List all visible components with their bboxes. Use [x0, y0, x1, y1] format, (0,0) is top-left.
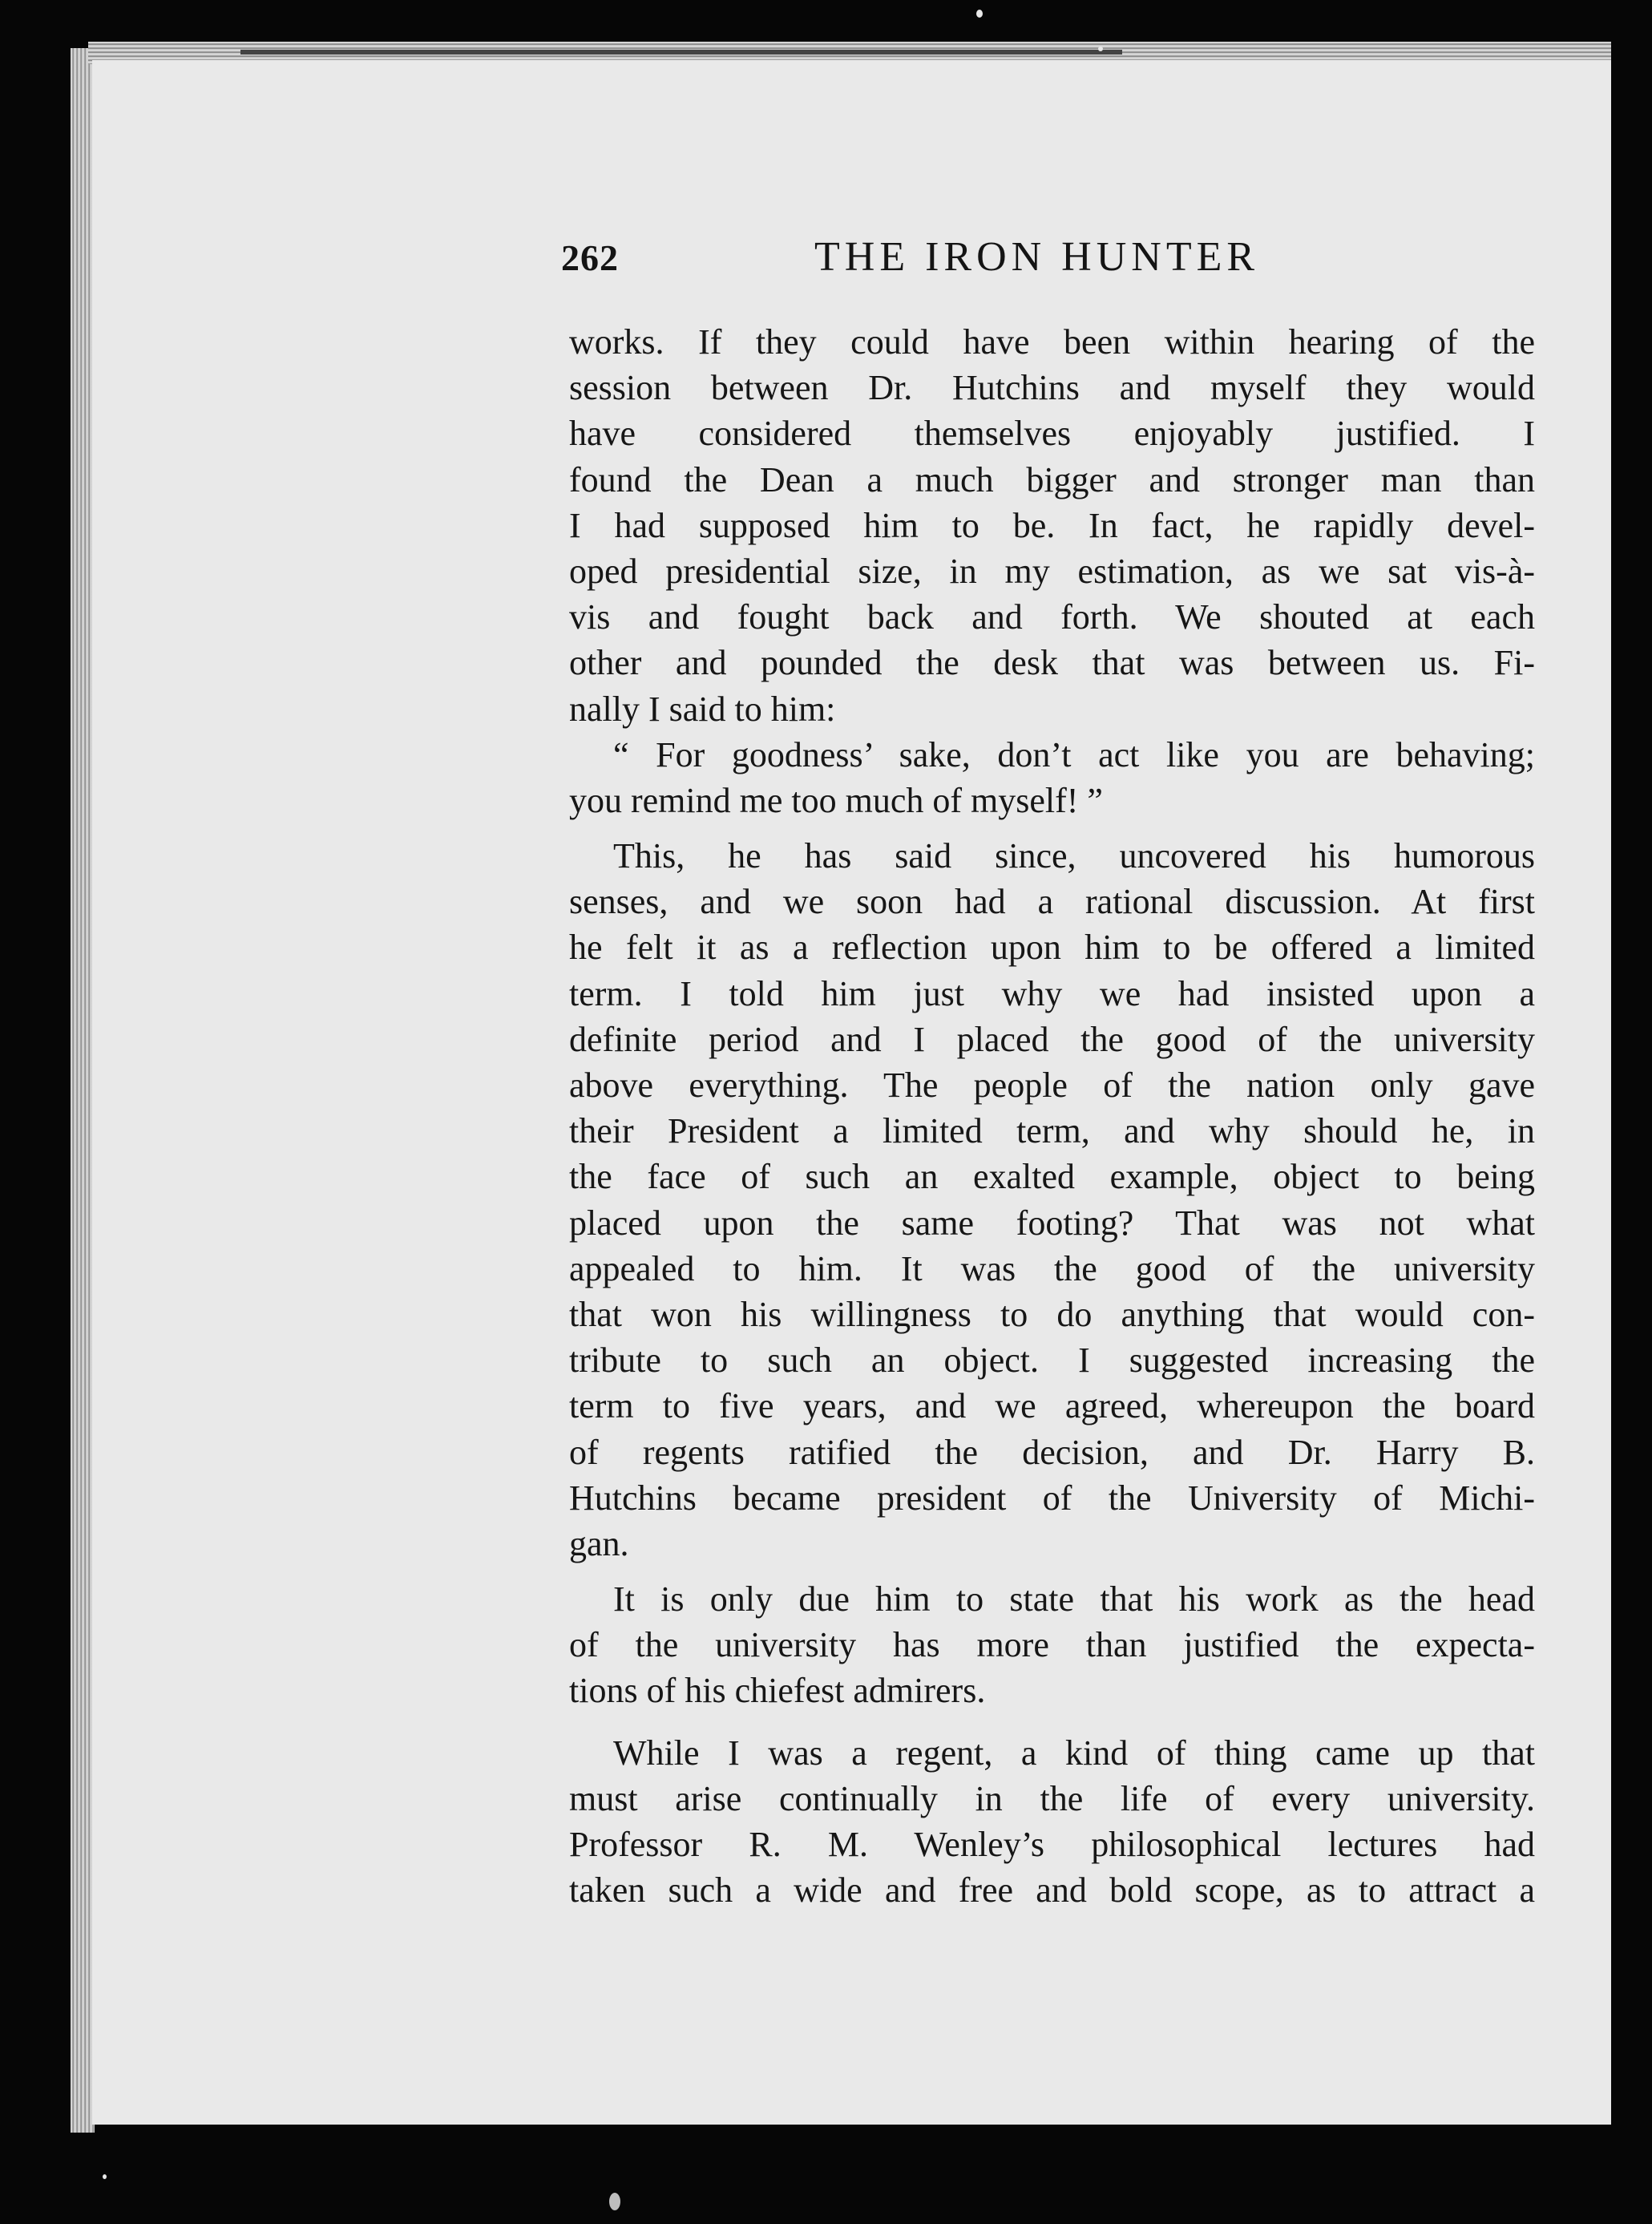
- page-edge-shadow: [240, 50, 1122, 55]
- text-line: Professor R. M. Wenley’s philosophical lectures had: [569, 1825, 1535, 1864]
- body-text: [569, 319, 1535, 1913]
- page-edge-stack-left: [71, 48, 95, 2133]
- paragraph: [569, 732, 1535, 823]
- text-line: “ For goodness’ sake, don’t act like you are behaving;: [613, 734, 1535, 774]
- text-line: the face of such an exalted example, object to being: [569, 1157, 1535, 1197]
- text-line: term to five years, and we agreed, whereupon the board: [569, 1386, 1535, 1426]
- paragraph: [569, 319, 1535, 732]
- text-line: senses, and we soon had a rational discussion. At first: [569, 882, 1535, 922]
- text-line: must arise continually in the life of every university.: [569, 1778, 1535, 1818]
- text-line: of regents ratified the decision, and Dr. Harry B.: [569, 1432, 1535, 1472]
- text-line: works. If they could have been within hearing of the: [569, 322, 1535, 362]
- text-line: gan.: [569, 1523, 629, 1563]
- text-line: While I was a regent, a kind of thing came up that: [613, 1733, 1535, 1773]
- text-line: of the university has more than justified the expecta-: [569, 1625, 1535, 1665]
- dust-speck: [1098, 47, 1103, 51]
- text-line: oped presidential size, in my estimation, as we sat vis-à-: [569, 551, 1535, 591]
- text-line: I had supposed him to be. In fact, he rapidly devel-: [569, 505, 1535, 545]
- dust-speck: [609, 2193, 620, 2210]
- paragraph: [569, 1576, 1535, 1714]
- text-line: Hutchins became president of the University of Michi-: [569, 1478, 1535, 1518]
- running-title: THE IRON HUNTER: [814, 234, 1260, 280]
- text-line: term. I told him just why we had insisted upon a: [569, 973, 1535, 1013]
- dust-speck: [976, 10, 983, 18]
- text-line: It is only due him to state that his work as the head: [613, 1579, 1535, 1619]
- text-line: tions of his chiefest admirers.: [569, 1671, 986, 1711]
- text-line: appealed to him. It was the good of the university: [569, 1248, 1535, 1288]
- text-line: have considered themselves enjoyably justified. I: [569, 414, 1535, 454]
- text-line: vis and fought back and forth. We shouted at each: [569, 597, 1535, 637]
- text-line: taken such a wide and free and bold scope, as to attract a: [569, 1870, 1535, 1911]
- running-head: [561, 234, 1535, 301]
- text-line: This, he has said since, uncovered his humorous: [613, 836, 1535, 876]
- text-line: session between Dr. Hutchins and myself they would: [569, 368, 1535, 408]
- text-line: found the Dean a much bigger and stronger man than: [569, 459, 1535, 499]
- text-line: their President a limited term, and why should he, in: [569, 1111, 1535, 1151]
- paragraph: [569, 1730, 1535, 1914]
- text-line: placed upon the same footing? That was not what: [569, 1203, 1535, 1243]
- text-line: nally I said to him:: [569, 689, 836, 729]
- text-line: he felt it as a reflection upon him to be offered a limited: [569, 928, 1535, 968]
- page-number: 262: [561, 237, 619, 278]
- text-line: definite period and I placed the good of the university: [569, 1019, 1535, 1059]
- text-line: you remind me too much of myself! ”: [569, 780, 1103, 820]
- dust-speck: [103, 2174, 107, 2179]
- paragraph: [569, 833, 1535, 1567]
- text-line: other and pounded the desk that was between us. Fi-: [569, 643, 1535, 683]
- text-line: above everything. The people of the nation only gave: [569, 1065, 1535, 1105]
- text-line: tribute to such an object. I suggested increasing the: [569, 1340, 1535, 1381]
- text-line: that won his willingness to do anything that would con-: [569, 1294, 1535, 1334]
